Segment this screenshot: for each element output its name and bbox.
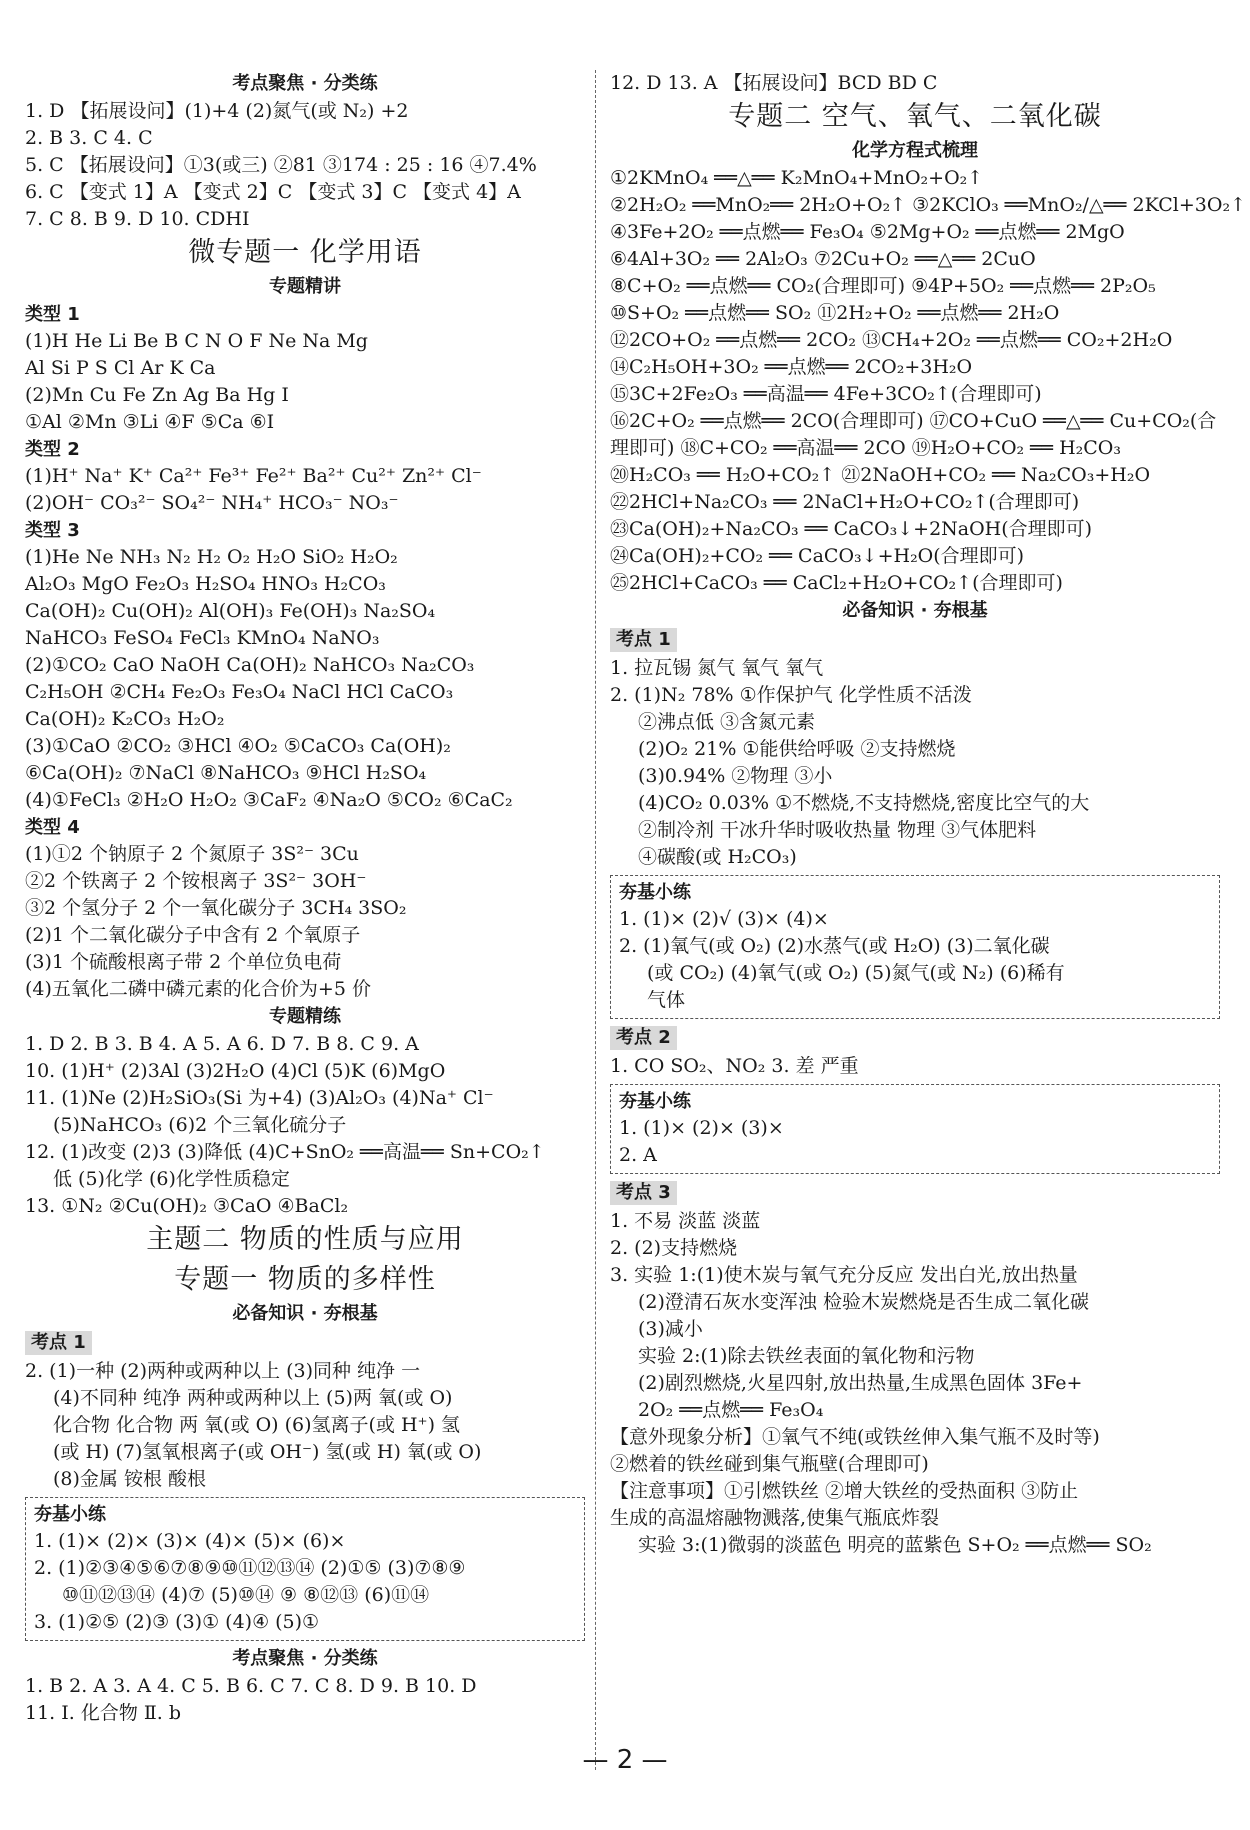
type-heading: 类型 2	[25, 439, 80, 460]
practice-box-title: 夯基小练	[619, 882, 691, 903]
answer-line: (3)①CaO ②CO₂ ③HCl ④O₂ ⑤CaCO₃ Ca(OH)₂	[25, 735, 451, 757]
answer-line: ②2H₂O₂ ══MnO₂══ 2H₂O+O₂↑ ③2KClO₃ ══MnO₂/△══ 2KCl+3O₂↑	[610, 194, 1246, 216]
type-heading: 类型 3	[25, 520, 80, 541]
answer-line: (4)不同种 纯净 两种或两种以上 (5)两 氧(或 O)	[53, 1387, 453, 1409]
answer-line: ㉕2HCl+CaCO₃ ══ CaCl₂+H₂O+CO₂↑(合理即可)	[610, 572, 1063, 594]
answer-line: 7. C 8. B 9. D 10. CDHI	[25, 208, 250, 230]
answer-line: ⑥Ca(OH)₂ ⑦NaCl ⑧NaHCO₃ ⑨HCl H₂SO₄	[25, 762, 427, 784]
answer-line: 1. (1)× (2)× (3)× (4)× (5)× (6)×	[34, 1530, 346, 1552]
answer-line: (8)金属 铵根 酸根	[53, 1468, 206, 1490]
answer-line: 3. 实验 1:(1)使木炭与氧气充分反应 发出白光,放出热量	[610, 1264, 1078, 1286]
answer-line: 1. D 【拓展设问】(1)+4 (2)氮气(或 N₂) +2	[25, 100, 409, 122]
answer-line: ①Al ②Mn ③Li ④F ⑤Ca ⑥I	[25, 411, 275, 433]
left-column	[25, 70, 585, 1727]
answer-line: 13. ①N₂ ②Cu(OH)₂ ③CaO ④BaCl₂	[25, 1195, 349, 1217]
answer-line: 1. D 2. B 3. B 4. A 5. A 6. D 7. B 8. C 9. A	[25, 1033, 419, 1055]
answer-line: ②燃着的铁丝碰到集气瓶壁(合理即可)	[610, 1453, 929, 1475]
exam-point-label: 考点 3	[610, 1181, 677, 1205]
answer-line: 1. 不易 淡蓝 淡蓝	[610, 1210, 761, 1232]
answer-line: 气体	[647, 989, 686, 1011]
answer-line: 2. (1)一种 (2)两种或两种以上 (3)同种 纯净 一	[25, 1360, 421, 1382]
answer-line: ⑩⑪⑫⑬⑭ (4)⑦ (5)⑩⑭ ⑨ ⑧⑫⑬ (6)⑪⑭	[62, 1584, 430, 1606]
exam-point-label: 考点 1	[610, 628, 677, 652]
answer-line: (3)1 个硫酸根离子带 2 个单位负电荷	[25, 951, 342, 973]
answer-line: 2. B 3. C 4. C	[25, 127, 153, 149]
answer-line: 2O₂ ══点燃══ Fe₃O₄	[638, 1399, 824, 1421]
answer-line: 12. (1)改变 (2)3 (3)降低 (4)C+SnO₂ ══高温══ Sn+CO₂↑	[25, 1141, 545, 1163]
answer-line: (2)O₂ 21% ①能供给呼吸 ②支持燃烧	[638, 738, 956, 760]
answer-line: 2. (1)②③④⑤⑥⑦⑧⑨⑩⑪⑫⑬⑭ (2)①⑤ (3)⑦⑧⑨	[34, 1557, 466, 1579]
answer-line: (2)澄清石灰水变浑浊 检验木炭燃烧是否生成二氧化碳	[638, 1291, 1089, 1313]
answer-line: ㉔Ca(OH)₂+CO₂ ══ CaCO₃↓+H₂O(合理即可)	[610, 545, 1025, 567]
answer-line: 11. Ⅰ. 化合物 Ⅱ. b	[25, 1702, 182, 1724]
answer-line: 5. C 【拓展设问】①3(或三) ②81 ③174 : 25 : 16 ④7.4%	[25, 154, 537, 176]
answer-line: ②2 个铁离子 2 个铵根离子 3S²⁻ 3OH⁻	[25, 870, 367, 892]
answer-line: ⑫2CO+O₂ ══点燃══ 2CO₂ ⑬CH₄+2O₂ ══点燃══ CO₂+2H₂O	[610, 329, 1173, 351]
answer-line: ⑭C₂H₅OH+3O₂ ══点燃══ 2CO₂+3H₂O	[610, 356, 973, 378]
answer-line: 3. (1)②⑤ (2)③ (3)① (4)④ (5)①	[34, 1611, 320, 1633]
section-title: 微专题一 化学用语	[188, 237, 422, 268]
exam-point-label: 考点 1	[25, 1331, 92, 1355]
answer-line: 2. A	[619, 1144, 657, 1166]
answer-line: ④碳酸(或 H₂CO₃)	[638, 846, 797, 868]
answer-line: 2. (1)N₂ 78% ①作保护气 化学性质不活泼	[610, 684, 972, 706]
type-heading: 类型 4	[25, 817, 80, 838]
answer-line: (2)剧烈燃烧,火星四射,放出热量,生成黑色固体 3Fe+	[638, 1372, 1083, 1394]
answer-line: 生成的高温熔融物溅落,使集气瓶底炸裂	[610, 1507, 940, 1529]
answer-line: 11. (1)Ne (2)H₂SiO₃(Si 为+4) (3)Al₂O₃ (4)Na⁺ Cl⁻	[25, 1087, 494, 1109]
practice-box-title: 夯基小练	[34, 1504, 106, 1525]
answer-line: 6. C 【变式 1】A 【变式 2】C 【变式 3】C 【变式 4】A	[25, 181, 521, 203]
answer-line: ⑮3C+2Fe₂O₃ ══高温══ 4Fe+3CO₂↑(合理即可)	[610, 383, 1042, 405]
answer-line: ①2KMnO₄ ══△══ K₂MnO₄+MnO₂+O₂↑	[610, 167, 984, 189]
subsection-title: 专题精练	[269, 1006, 341, 1027]
type-heading: 类型 1	[25, 304, 80, 325]
answer-line: (1)H He Li Be B C N O F Ne Na Mg	[25, 330, 368, 352]
answer-line: 实验 2:(1)除去铁丝表面的氧化物和污物	[638, 1345, 975, 1367]
answer-line: ⑳H₂CO₃ ══ H₂O+CO₂↑ ㉑2NaOH+CO₂ ══ Na₂CO₃+H₂O	[610, 464, 1151, 486]
answer-line: 理即可) ⑱C+CO₂ ══高温══ 2CO ⑲H₂O+CO₂ ══ H₂CO₃	[610, 437, 1122, 459]
answer-line: 1. B 2. A 3. A 4. C 5. B 6. C 7. C 8. D 9. B 10. D	[25, 1675, 477, 1697]
answer-line: (2)1 个二氧化碳分子中含有 2 个氧原子	[25, 924, 361, 946]
answer-line: ㉓Ca(OH)₂+Na₂CO₃ ══ CaCO₃↓+2NaOH(合理即可)	[610, 518, 1093, 540]
subsection-title: 考点聚焦 · 分类练	[232, 1648, 378, 1669]
answer-line: ㉒2HCl+Na₂CO₃ ══ 2NaCl+H₂O+CO₂↑(合理即可)	[610, 491, 1080, 513]
answer-line: (3)0.94% ②物理 ③小	[638, 765, 833, 787]
answer-line: (3)减小	[638, 1318, 703, 1340]
answer-line: Al₂O₃ MgO Fe₂O₃ H₂SO₄ HNO₃ H₂CO₃	[25, 573, 386, 595]
answer-line: ②沸点低 ③含氮元素	[638, 711, 816, 733]
practice-box	[610, 1084, 1220, 1174]
answer-line: ④3Fe+2O₂ ══点燃══ Fe₃O₄ ⑤2Mg+O₂ ══点燃══ 2MgO	[610, 221, 1125, 243]
column-divider	[595, 70, 596, 1770]
answer-line: 2. (1)氧气(或 O₂) (2)水蒸气(或 H₂O) (3)二氧化碳	[619, 935, 1050, 957]
answer-line: (4)①FeCl₃ ②H₂O H₂O₂ ③CaF₂ ④Na₂O ⑤CO₂ ⑥CaC₂	[25, 789, 513, 811]
practice-box	[25, 1497, 585, 1641]
section-title: 专题一 物质的多样性	[174, 1264, 436, 1295]
answer-line: 【注意事项】①引燃铁丝 ②增大铁丝的受热面积 ③防止	[610, 1480, 1079, 1502]
answer-line: 12. D 13. A 【拓展设问】BCD BD C	[610, 72, 938, 94]
subsection-title: 必备知识 · 夯根基	[842, 600, 988, 621]
answer-line: NaHCO₃ FeSO₄ FeCl₃ KMnO₄ NaNO₃	[25, 627, 380, 649]
practice-box	[610, 875, 1220, 1019]
section-title: 专题二 空气、氧气、二氧化碳	[728, 101, 1102, 132]
answer-line: (2)Mn Cu Fe Zn Ag Ba Hg I	[25, 384, 289, 406]
answer-line: (或 H) (7)氢氧根离子(或 OH⁻) 氢(或 H) 氧(或 O)	[53, 1441, 482, 1463]
answer-line: Ca(OH)₂ K₂CO₃ H₂O₂	[25, 708, 225, 730]
answer-line: (5)NaHCO₃ (6)2 个三氧化硫分子	[53, 1114, 347, 1136]
answer-line: 2. (2)支持燃烧	[610, 1237, 738, 1259]
answer-line: 【意外现象分析】①氧气不纯(或铁丝伸入集气瓶不及时等)	[610, 1426, 1100, 1448]
right-column	[610, 70, 1246, 1559]
answer-line: 实验 3:(1)微弱的淡蓝色 明亮的蓝紫色 S+O₂ ══点燃══ SO₂	[638, 1534, 1152, 1556]
subsection-title: 专题精讲	[269, 276, 341, 297]
section-title: 主题二 物质的性质与应用	[146, 1224, 464, 1255]
answer-line: 10. (1)H⁺ (2)3Al (3)2H₂O (4)Cl (5)K (6)MgO	[25, 1060, 446, 1082]
subsection-title: 考点聚焦 · 分类练	[232, 73, 378, 94]
answer-line: 1. (1)× (2)√ (3)× (4)×	[619, 908, 829, 930]
page-number: — 2 —	[582, 1745, 668, 1775]
practice-box-title: 夯基小练	[619, 1091, 691, 1112]
answer-line: ⑩S+O₂ ══点燃══ SO₂ ⑪2H₂+O₂ ══点燃══ 2H₂O	[610, 302, 1060, 324]
answer-line: (1)H⁺ Na⁺ K⁺ Ca²⁺ Fe³⁺ Fe²⁺ Ba²⁺ Cu²⁺ Zn²⁺ Cl⁻	[25, 465, 482, 487]
answer-line: 低 (5)化学 (6)化学性质稳定	[53, 1168, 290, 1190]
answer-line: (1)He Ne NH₃ N₂ H₂ O₂ H₂O SiO₂ H₂O₂	[25, 546, 398, 568]
answer-line: 1. CO SO₂、NO₂ 3. 差 严重	[610, 1055, 859, 1077]
answer-line: ③2 个氢分子 2 个一氧化碳分子 3CH₄ 3SO₂	[25, 897, 407, 919]
answer-line: C₂H₅OH ②CH₄ Fe₂O₃ Fe₃O₄ NaCl HCl CaCO₃	[25, 681, 454, 703]
answer-line: ⑯2C+O₂ ══点燃══ 2CO(合理即可) ⑰CO+CuO ══△══ Cu+CO₂(合	[610, 410, 1217, 432]
subsection-title: 化学方程式梳理	[852, 140, 978, 161]
answer-line: ⑥4Al+3O₂ ══ 2Al₂O₃ ⑦2Cu+O₂ ══△══ 2CuO	[610, 248, 1036, 270]
answer-line: (2)OH⁻ CO₃²⁻ SO₄²⁻ NH₄⁺ HCO₃⁻ NO₃⁻	[25, 492, 399, 514]
answer-line: Al Si P S Cl Ar K Ca	[25, 357, 216, 379]
answer-line: (4)CO₂ 0.03% ①不燃烧,不支持燃烧,密度比空气的大	[638, 792, 1090, 814]
answer-line: 化合物 化合物 两 氧(或 O) (6)氢离子(或 H⁺) 氢	[53, 1414, 461, 1436]
answer-line: (2)①CO₂ CaO NaOH Ca(OH)₂ NaHCO₃ Na₂CO₃	[25, 654, 475, 676]
answer-line: (4)五氧化二磷中磷元素的化合价为+5 价	[25, 978, 371, 1000]
answer-line: (或 CO₂) (4)氧气(或 O₂) (5)氮气(或 N₂) (6)稀有	[647, 962, 1065, 984]
answer-line: 1. (1)× (2)× (3)×	[619, 1117, 784, 1139]
exam-point-label: 考点 2	[610, 1026, 677, 1050]
answer-line: ⑧C+O₂ ══点燃══ CO₂(合理即可) ⑨4P+5O₂ ══点燃══ 2P₂O₅	[610, 275, 1156, 297]
answer-line: (1)①2 个钠原子 2 个氮原子 3S²⁻ 3Cu	[25, 843, 359, 865]
answer-line: 1. 拉瓦锡 氮气 氧气 氧气	[610, 657, 824, 679]
subsection-title: 必备知识 · 夯根基	[232, 1303, 378, 1324]
answer-line: ②制冷剂 干冰升华时吸收热量 物理 ③气体肥料	[638, 819, 1037, 841]
answer-line: Ca(OH)₂ Cu(OH)₂ Al(OH)₃ Fe(OH)₃ Na₂SO₄	[25, 600, 436, 622]
